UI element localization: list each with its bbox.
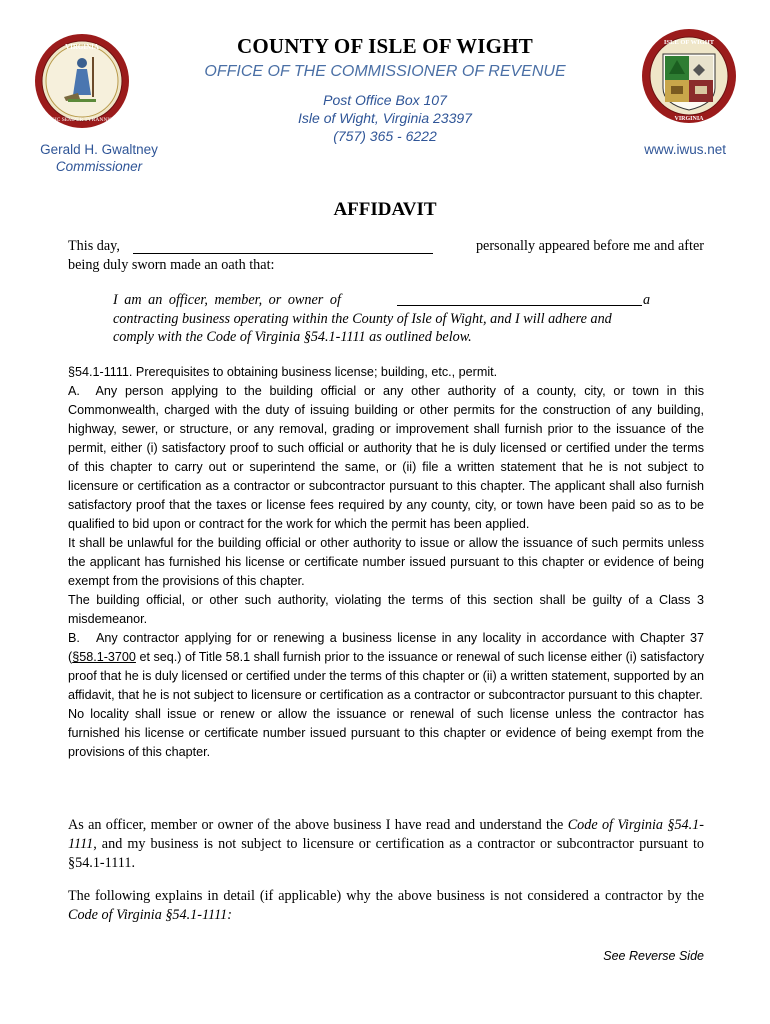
code-section (68, 363, 704, 762)
personally-appeared-text: personally appeared before me and after (475, 238, 704, 254)
county-title: COUNTY OF ISLE OF WIGHT (237, 34, 533, 58)
this-day-label: This day, (68, 238, 120, 254)
code-paragraph-unlawful: It shall be unlawful for the building official or other authority to issue or allow the issuance of such permits unless the applicant has furnished his license or certificate number issued pursuant to this chapter or evidence of being exempt from the provisions of this chapter. (68, 536, 704, 588)
code-paragraph-no-locality: No locality shall issue or renew or allow the issuance or renewal of such license unless the contractor has furnished his license or certificate number issued pursuant to this chapter or evidence of being exempt from the provisions of this chapter. (68, 707, 704, 759)
office-title: OFFICE OF THE COMMISSIONER OF REVENUE (204, 63, 566, 80)
code-paragraph-misdemeanor: The building official, or other such authority, violating the terms of this section shall be guilty of a Class 3 misdemeanor. (68, 593, 704, 626)
county-seal-top-text: ISLE OF WIGHT (663, 39, 715, 46)
code-paragraph-a (68, 382, 704, 534)
name-blank-line[interactable] (133, 253, 433, 254)
understanding-statement (68, 816, 704, 873)
paragraph-a-text: Any person applying to the building official or any other authority of a county, city, or town in this Commonwealth, charged with the duty of issuing building or other permits for the construction of any building, highway, sewer, or structure, or any removal, grading or improvement shall furnish prior to the issuance of the permit, either (i) satisfactory proof to such official or authority that he is duly licensed or certified under the terms of this chapter to carry out or superintend the same, or (ii) file a written statement that he is not subject to licensure or certification as a contractor or subcontractor pursuant to this chapter. The applicant shall also furnish satisfactory proof that the taxes or license fees required by any county, city, or town have been paid so as to be qualified to bid upon or contract for the work for which the permit has been applied. (68, 384, 704, 531)
code-link-58-1-3700[interactable]: §58.1-3700 (72, 650, 136, 664)
statement-2-part-1: The following explains in detail (if applicable) why the above business is not considered a contractor by the (68, 888, 704, 904)
oath-a-text: a (643, 292, 651, 308)
see-reverse-side-note: See Reverse Side (603, 949, 704, 963)
address-po-box: Post Office Box 107 (323, 92, 447, 108)
address-city: Isle of Wight, Virginia 23397 (298, 110, 472, 126)
county-seal-bottom-text: VIRGINIA (674, 116, 704, 122)
website-link[interactable]: www.iwus.net (644, 142, 726, 157)
explanation-statement (68, 887, 704, 925)
commissioner-name: Gerald H. Gwaltney (40, 142, 158, 157)
statement-1-part-1: As an officer, member or owner of the above business I have read and understand the (68, 817, 568, 833)
virginia-seal-top-text: VIRGINIA (65, 43, 99, 51)
oath-line-2: contracting business operating within the County of Isle of Wight, and I will adhere and (113, 311, 612, 327)
paragraph-a-label: A. (68, 384, 80, 398)
statement-1-code-ref: Code of Virginia §54.1-1111 (68, 817, 704, 852)
commissioner-title: Commissioner (55, 159, 143, 174)
phone-number: (757) 365 - 6222 (333, 128, 437, 144)
statement-1-part-2: , and my business is not subject to licensure or certification as a contractor or subcontractor pursuant to §54.1-1111. (68, 836, 704, 871)
affidavit-heading: AFFIDAVIT (333, 199, 437, 220)
oath-intro-text: being duly sworn made an oath that: (68, 257, 275, 273)
virginia-seal-bottom-text: SIC SEMPER TYRANNIS (51, 117, 113, 123)
code-title: §54.1-1111. Prerequisites to obtaining business license; building, etc., permit. (68, 365, 498, 379)
paragraph-b-label: B. (68, 631, 80, 645)
paragraph-b-text-1: Any contractor applying for or renewing a business license in any locality in accordance with Chapter 37 ( (68, 631, 705, 664)
oath-officer-text: I am an officer, member, or owner of (113, 292, 341, 308)
business-name-blank-line[interactable] (397, 305, 642, 306)
oath-line-3: comply with the Code of Virginia §54.1-1111 as outlined below. (113, 329, 472, 345)
statement-2-code-ref: Code of Virginia §54.1-1111: (68, 907, 232, 923)
paragraph-b-text-2: et seq.) of Title 58.1 shall furnish prior to the issuance or renewal of such license either (i) satisfactory proof that he is duly licensed or certified under the terms of this chapter or (ii) a written statement, supported by an affidavit, that he is not subject to licensure or certification as a contractor or subcontractor pursuant to this chapter. (68, 650, 704, 702)
code-paragraph-b (68, 629, 704, 705)
